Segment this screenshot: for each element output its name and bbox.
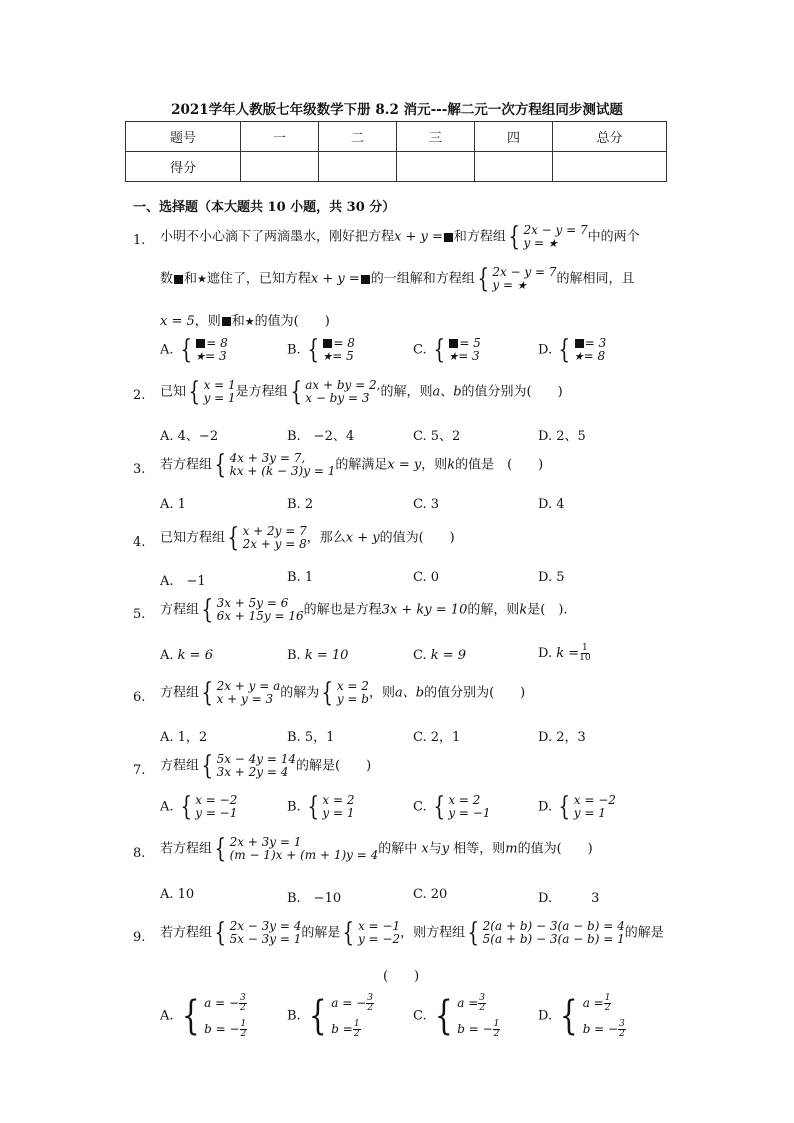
row-label: 得分	[126, 152, 241, 182]
option-d[interactable]: D. 2，3	[538, 730, 586, 745]
score-cell[interactable]	[475, 152, 553, 182]
question-number: 2.	[133, 388, 146, 403]
question-number: 3.	[133, 462, 146, 477]
score-cell[interactable]	[319, 152, 397, 182]
score-table	[125, 121, 667, 182]
question-number: 1.	[133, 233, 146, 248]
option-a[interactable]: A. 4、−2	[160, 429, 219, 444]
option-a[interactable]: A. 10	[160, 887, 195, 902]
question-6-text: 方程组 { 2x + y = a x + y = 3 的解为 { x = 2 y = b ，则a、b的值分别为( )	[160, 678, 526, 708]
question-7-text: 方程组 { 5x − 4y = 14 3x + 2y = 4 的解是( )	[160, 751, 372, 781]
header-cell: 题号	[126, 122, 241, 152]
question-number: 7.	[133, 763, 146, 778]
option-b[interactable]: B. −2、4	[287, 429, 355, 444]
option-a[interactable]: A. 1，2	[160, 730, 208, 745]
question-4-text: 已知方程组 { x + 2y = 7 2x + y = 8 ，那么x + y的值为( )	[160, 523, 455, 553]
option-c[interactable]: C. 2，1	[413, 730, 461, 745]
option-a[interactable]: A. { x = −2 y = −1	[160, 792, 238, 822]
ink-square-icon	[222, 317, 231, 326]
option-b[interactable]: B. 5，1	[287, 730, 335, 745]
ink-star-icon: ★	[322, 350, 333, 363]
question-number: 4.	[133, 535, 146, 550]
option-c[interactable]: C. 20	[413, 887, 448, 902]
option-c[interactable]: C. 0	[413, 570, 440, 585]
option-a[interactable]: A. −1	[160, 574, 206, 589]
option-b[interactable]: B. { a = − $\frac{3}{2}$ b = $\frac{1}{2}$	[287, 993, 373, 1039]
ink-square-icon	[575, 339, 584, 348]
answer-paren: ( )	[383, 969, 420, 984]
header-cell: 总分	[553, 122, 667, 152]
score-cell[interactable]	[241, 152, 319, 182]
ink-star-icon: ★	[195, 350, 206, 363]
question-number: 6.	[133, 690, 146, 705]
section-heading: 一、选择题（本大题共 10 小题，共 30 分）	[133, 200, 396, 215]
equation-system: { 2x − y = 7 y = ★	[477, 264, 557, 294]
option-d[interactable]: D. { = 3 ★= 8	[538, 335, 607, 365]
ink-star-icon: ★	[516, 279, 527, 292]
question-8-text: 若方程组 { 2x + 3y = 1 (m − 1)x + (m + 1)y = 4 的解中 x与y 相等，则m的值为( )	[160, 834, 593, 864]
ink-star-icon: ★	[244, 315, 255, 328]
option-b[interactable]: B. k = 10	[287, 648, 349, 663]
option-d[interactable]: D. k = $\frac{1}{10}$	[538, 643, 591, 663]
ink-star-icon: ★	[547, 237, 558, 250]
option-c[interactable]: C. { a = $\frac{3}{2}$ b = − $\frac{1}{2}$	[413, 993, 500, 1039]
question-9-text: 若方程组 { 2x − 3y = 4 5x − 3y = 1 的解是 { x = −1 y = −2 ，则方程组 { 2(a + b) − 3(a − b) = 4 5(a + b) − 3(a − b) = 1 的解是	[160, 918, 664, 948]
question-1-line-2: 数 和★遮住了，已知方程x + y = 的一组解和方程组 { 2x − y = 7 y = ★ 的解相同，且	[160, 264, 635, 294]
ink-star-icon: ★	[197, 272, 207, 286]
option-c[interactable]: C. { = 5 ★= 3	[413, 335, 481, 365]
ink-star-icon: ★	[573, 350, 584, 363]
option-b[interactable]: B. 1	[287, 570, 314, 585]
option-d[interactable]: D. 5	[538, 570, 565, 585]
ink-square-icon	[196, 339, 205, 348]
score-table-row	[126, 152, 667, 182]
question-1-line-3: x = 5，则 和★的值为( )	[160, 314, 330, 329]
question-number: 9.	[133, 930, 146, 945]
question-1-line-1: 小明不小心滴下了两滴墨水，刚好把方程x + y = 和方程组 { 2x − y = 7 y = ★ 中的两个	[160, 222, 640, 252]
ink-square-icon	[174, 275, 183, 284]
option-a[interactable]: A. 1	[160, 497, 186, 512]
question-number: 8.	[133, 846, 146, 861]
question-number: 5.	[133, 607, 146, 622]
option-c[interactable]: C. k = 9	[413, 648, 467, 663]
option-c[interactable]: C. 5、2	[413, 429, 461, 444]
option-c[interactable]: C. { x = 2 y = −1	[413, 792, 491, 822]
header-cell: 二	[319, 122, 397, 152]
ink-square-icon	[323, 339, 332, 348]
header-cell: 四	[475, 122, 553, 152]
option-b[interactable]: B. { x = 2 y = 1	[287, 792, 355, 822]
option-c[interactable]: C. 3	[413, 497, 440, 512]
question-3-text: 若方程组 { 4x + 3y = 7, kx + (k − 3)y = 1 的解满足x = y，则k的值是 ( )	[160, 450, 544, 480]
option-b[interactable]: B. −10	[287, 891, 342, 906]
option-b[interactable]: B. { = 8 ★= 5	[287, 335, 355, 365]
header-cell: 三	[397, 122, 475, 152]
score-table-header-row	[126, 122, 667, 152]
ink-square-icon	[444, 233, 453, 242]
score-cell[interactable]	[397, 152, 475, 182]
option-a[interactable]: A. { a = − $\frac{3}{2}$ b = − $\frac{1}{2}$	[160, 993, 247, 1039]
ink-square-icon	[449, 339, 458, 348]
equation-system: { 2x − y = 7 y = ★	[508, 222, 588, 252]
score-cell[interactable]	[553, 152, 667, 182]
question-5-text: 方程组 { 3x + 5y = 6 6x + 15y = 16 的解也是方程3x + ky = 10的解，则k是( ).	[160, 595, 568, 625]
option-b[interactable]: B. 2	[287, 497, 314, 512]
option-a[interactable]: A. { = 8 ★= 3	[160, 335, 228, 365]
ink-star-icon: ★	[448, 350, 459, 363]
page-title: 2021学年人教版七年级数学下册 8.2 消元---解二元一次方程组同步测试题	[171, 102, 623, 118]
option-d[interactable]: D. { a = $\frac{1}{2}$ b = − $\frac{3}{2}$	[538, 993, 625, 1039]
question-2-text: 已知 { x = 1 y = 1 是方程组 { ax + by = 2, x − by = 3 的解，则a、b的值分别为( )	[160, 377, 563, 407]
option-d[interactable]: D. 3	[538, 891, 600, 906]
option-d[interactable]: D. { x = −2 y = 1	[538, 792, 616, 822]
ink-square-icon	[361, 275, 370, 284]
option-d[interactable]: D. 2、5	[538, 429, 586, 444]
option-d[interactable]: D. 4	[538, 497, 565, 512]
header-cell: 一	[241, 122, 319, 152]
option-a[interactable]: A. k = 6	[160, 648, 213, 663]
